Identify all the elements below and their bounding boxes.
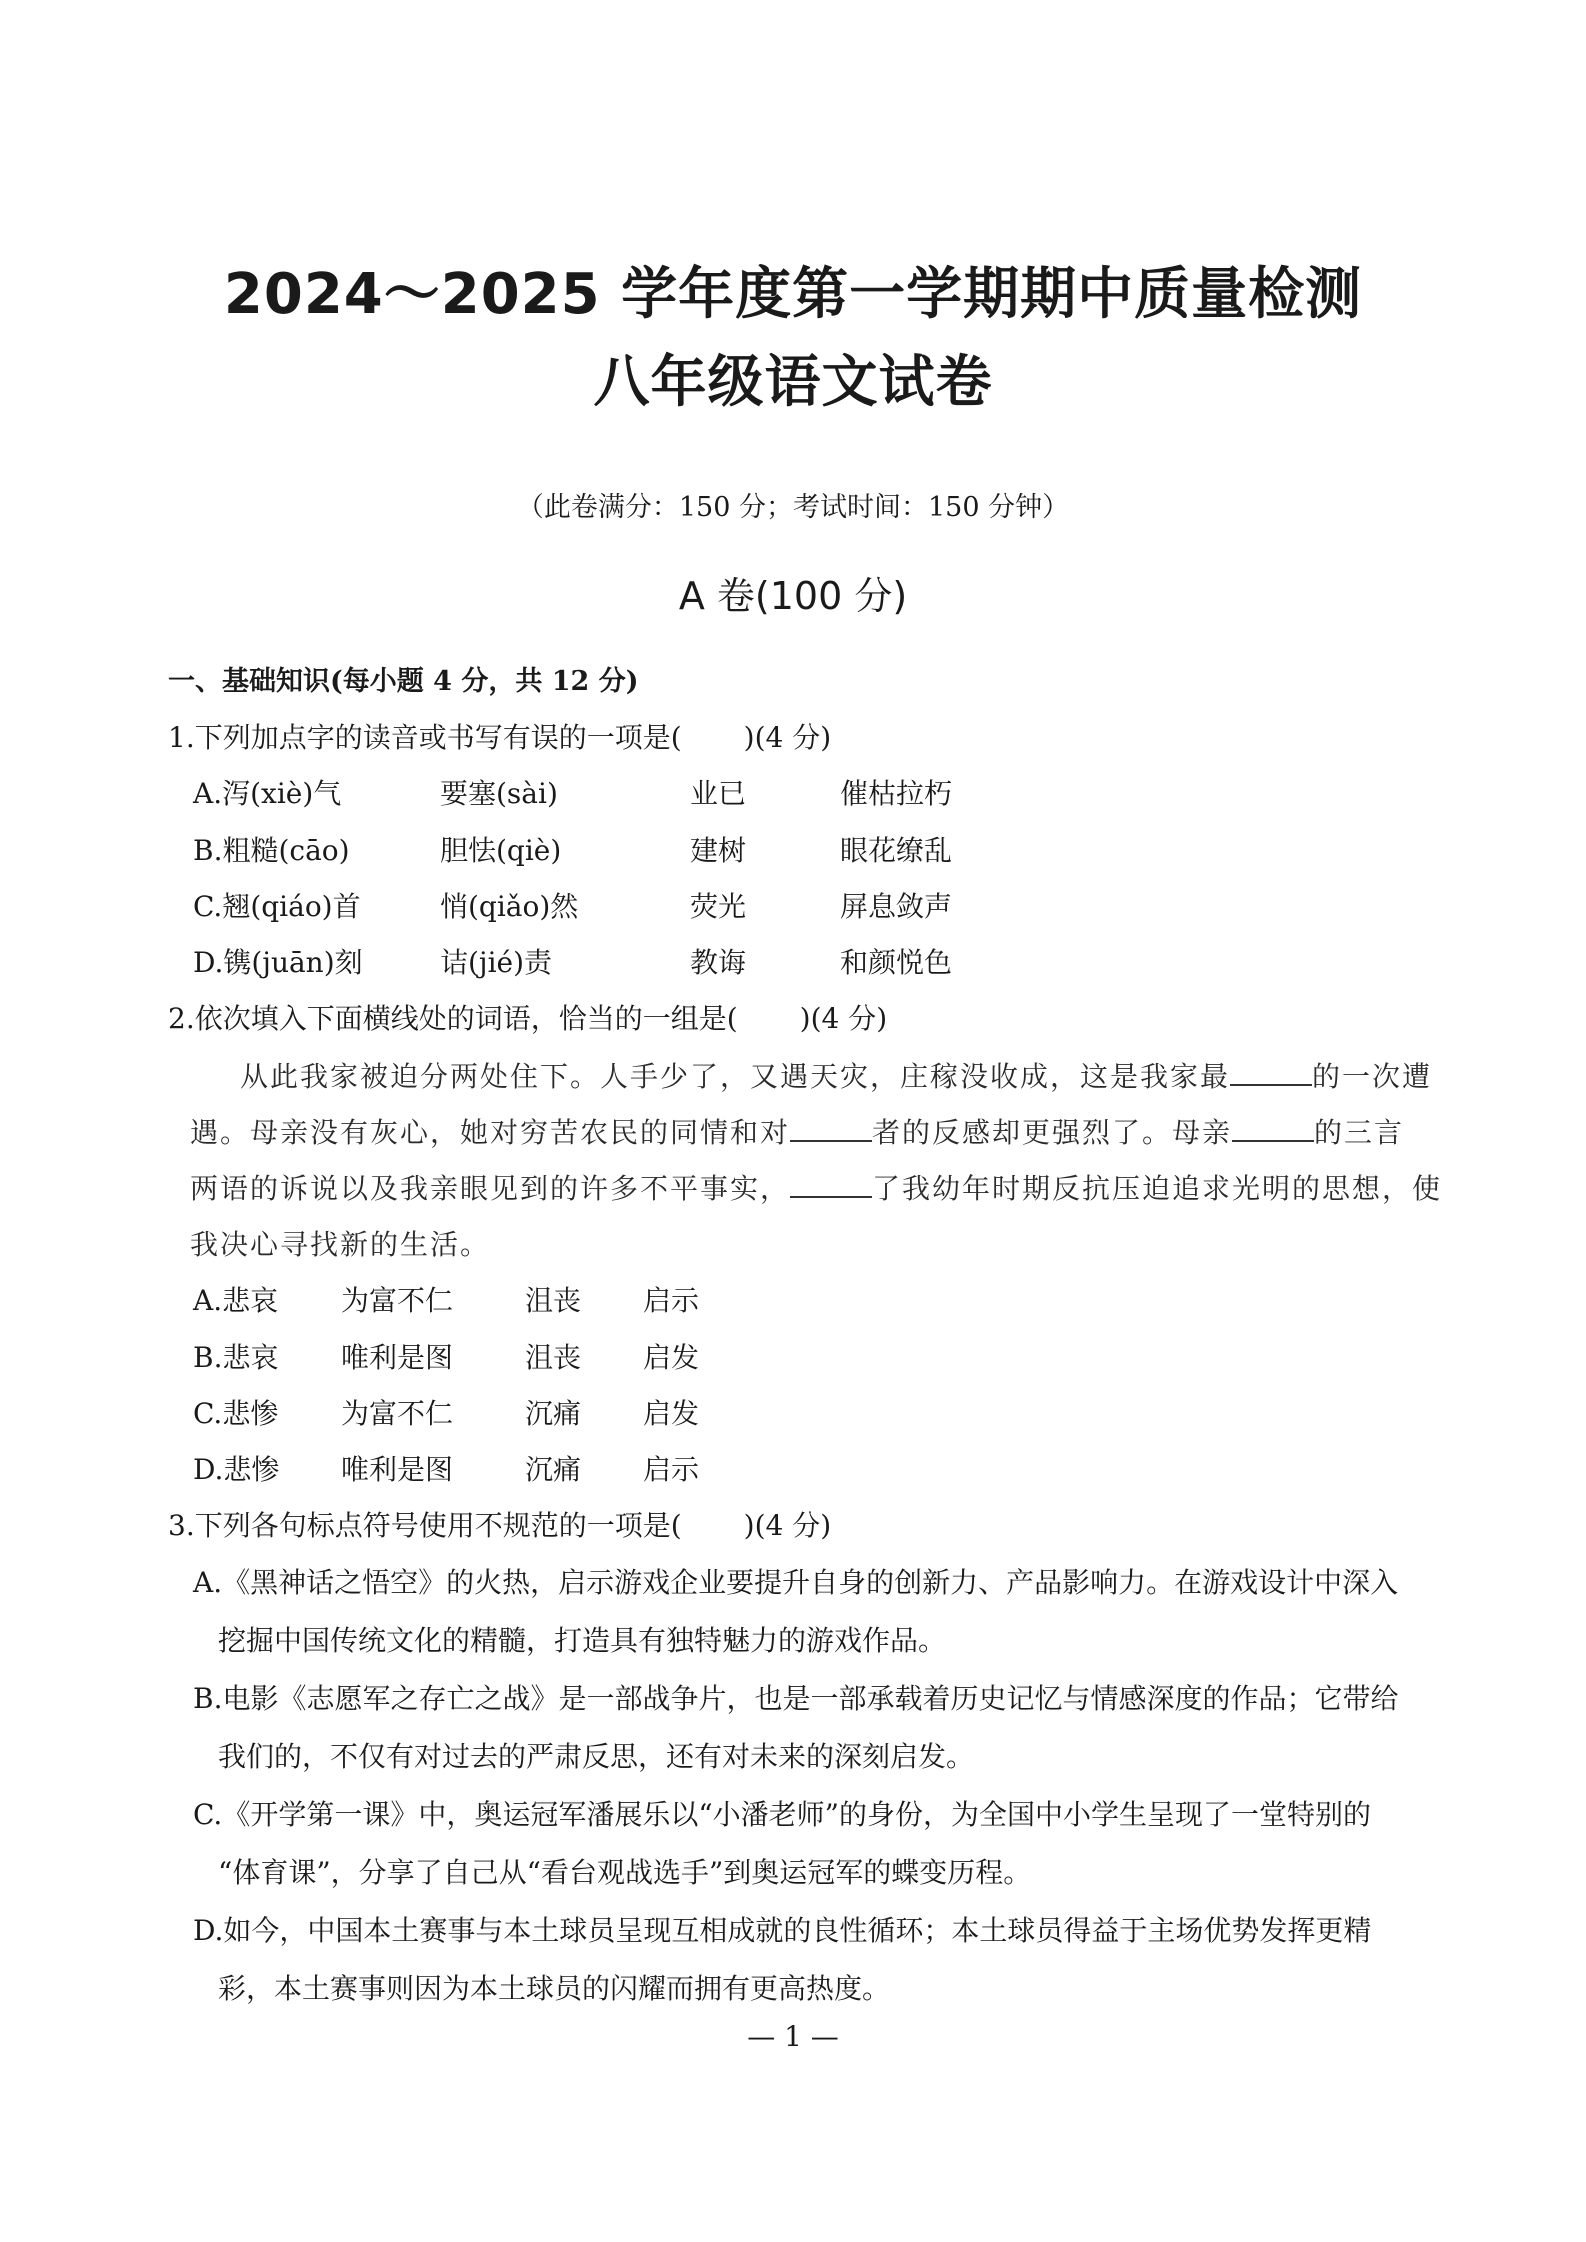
option-c-line2: “体育课”，分享了自己从“看台观战选手”到奥运冠军的蝶变历程。 [218, 1856, 1032, 1889]
option-cell: 教诲 [690, 946, 747, 979]
question-1-stem [168, 716, 831, 756]
option-cell: 启示 [643, 1284, 700, 1317]
option-cell: 催枯拉朽 [840, 777, 953, 810]
passage-text: 者的反感却更强烈了。母亲 [872, 1116, 1233, 1149]
option-c-line1: C.《开学第一课》中，奥运冠军潘展乐以“小潘老师”的身份，为全国中小学生呈现了一堂特别的 [193, 1798, 1371, 1831]
option-cell: D.镌(juān)刻 [193, 946, 363, 979]
question-score: )(4 分) [743, 721, 832, 754]
option-cell: C.翘(qiáo)首 [193, 890, 361, 923]
option-cell: 唯利是图 [341, 1341, 454, 1374]
option-cell: 唯利是图 [341, 1453, 454, 1486]
option-a-line1: A.《黑神话之悟空》的火热，启示游戏企业要提升自身的创新力、产品影响力。在游戏设计中深入 [193, 1566, 1399, 1599]
option-cell: 业已 [690, 777, 747, 810]
page-number: — 1 — [747, 2020, 839, 2053]
option-cell: 为富不仁 [341, 1284, 454, 1317]
option-cell: B.悲哀 [193, 1341, 279, 1374]
option-cell: 沉痛 [525, 1397, 582, 1430]
passage-text: 了我幼年时期反抗压迫追求光明的思想，使 [872, 1172, 1443, 1205]
part-a-heading: A 卷(100 分) [678, 574, 908, 618]
option-cell: 屏息敛声 [840, 890, 953, 923]
option-cell: 胆怯(qiè) [440, 834, 562, 867]
option-d-line2: 彩，本土赛事则因为本土球员的闪耀而拥有更高热度。 [218, 1972, 891, 2005]
question-stem-text: 3.下列各句标点符号使用不规范的一项是( [168, 1509, 682, 1542]
passage-text: 两语的诉说以及我亲眼见到的许多不平事实， [190, 1172, 791, 1205]
option-cell: 眼花缭乱 [840, 834, 953, 867]
option-cell: 诘(jié)责 [440, 946, 553, 979]
option-cell: 悄(qiǎo)然 [440, 890, 579, 923]
question-score: )(4 分) [743, 1509, 832, 1542]
fill-blank [790, 1168, 872, 1198]
option-cell: 沉痛 [525, 1453, 582, 1486]
option-cell: B.粗糙(cāo) [193, 834, 350, 867]
passage-text: 遇。母亲没有灰心，她对穷苦农民的同情和对 [190, 1116, 791, 1149]
option-cell: 为富不仁 [341, 1397, 454, 1430]
option-cell: 沮丧 [525, 1284, 582, 1317]
option-cell: 启示 [643, 1453, 700, 1486]
option-cell: A.悲哀 [193, 1284, 279, 1317]
option-cell: 启发 [643, 1397, 700, 1430]
passage-text: 从此我家被迫分两处住下。人手少了，又遇天灾，庄稼没收成，这是我家最 [240, 1060, 1231, 1093]
exam-title: 2024～2025 学年度第一学期期中质量检测 [223, 262, 1363, 327]
option-cell: 建树 [690, 834, 747, 867]
passage-text: 的一次遭 [1312, 1060, 1433, 1093]
fill-blank [1230, 1056, 1312, 1086]
question-stem-text: 1.下列加点字的读音或书写有误的一项是( [168, 721, 682, 754]
option-cell: 要塞(sài) [440, 777, 558, 810]
question-2-stem [168, 997, 887, 1037]
option-cell: 沮丧 [525, 1341, 582, 1374]
option-cell: D.悲惨 [193, 1453, 280, 1486]
section-heading: 一、基础知识(每小题 4 分，共 12 分) [168, 666, 639, 697]
option-d-line1: D.如今，中国本土赛事与本土球员呈现互相成就的良性循环；本土球员得益于主场优势发挥更精 [193, 1914, 1372, 1947]
passage-text: 的三言 [1314, 1116, 1405, 1149]
fill-blank [790, 1112, 872, 1142]
passage-line [190, 1167, 1442, 1207]
option-a-line2: 挖掘中国传统文化的精髓，打造具有独特魅力的游戏作品。 [218, 1624, 947, 1657]
option-cell: 和颜悦色 [840, 946, 953, 979]
passage-line [190, 1223, 490, 1263]
question-3-stem [168, 1504, 831, 1544]
question-score: )(4 分) [799, 1002, 888, 1035]
exam-note: （此卷满分：150 分；考试时间：150 分钟） [516, 492, 1070, 523]
passage-text: 我决心寻找新的生活。 [190, 1228, 491, 1261]
option-cell: 启发 [643, 1341, 700, 1374]
option-cell: A.泻(xiè)气 [193, 777, 342, 810]
option-b-line1: B.电影《志愿军之存亡之战》是一部战争片，也是一部承载着历史记忆与情感深度的作品；它带给 [193, 1682, 1399, 1715]
question-stem-text: 2.依次填入下面横线处的词语，恰当的一组是( [168, 1002, 738, 1035]
option-cell: 荧光 [690, 890, 747, 923]
passage-line [240, 1055, 1432, 1095]
fill-blank [1232, 1112, 1314, 1142]
passage-line [190, 1111, 1404, 1151]
option-cell: C.悲惨 [193, 1397, 279, 1430]
exam-subtitle: 八年级语文试卷 [593, 350, 993, 415]
option-b-line2: 我们的，不仅有对过去的严肃反思，还有对未来的深刻启发。 [218, 1740, 975, 1773]
